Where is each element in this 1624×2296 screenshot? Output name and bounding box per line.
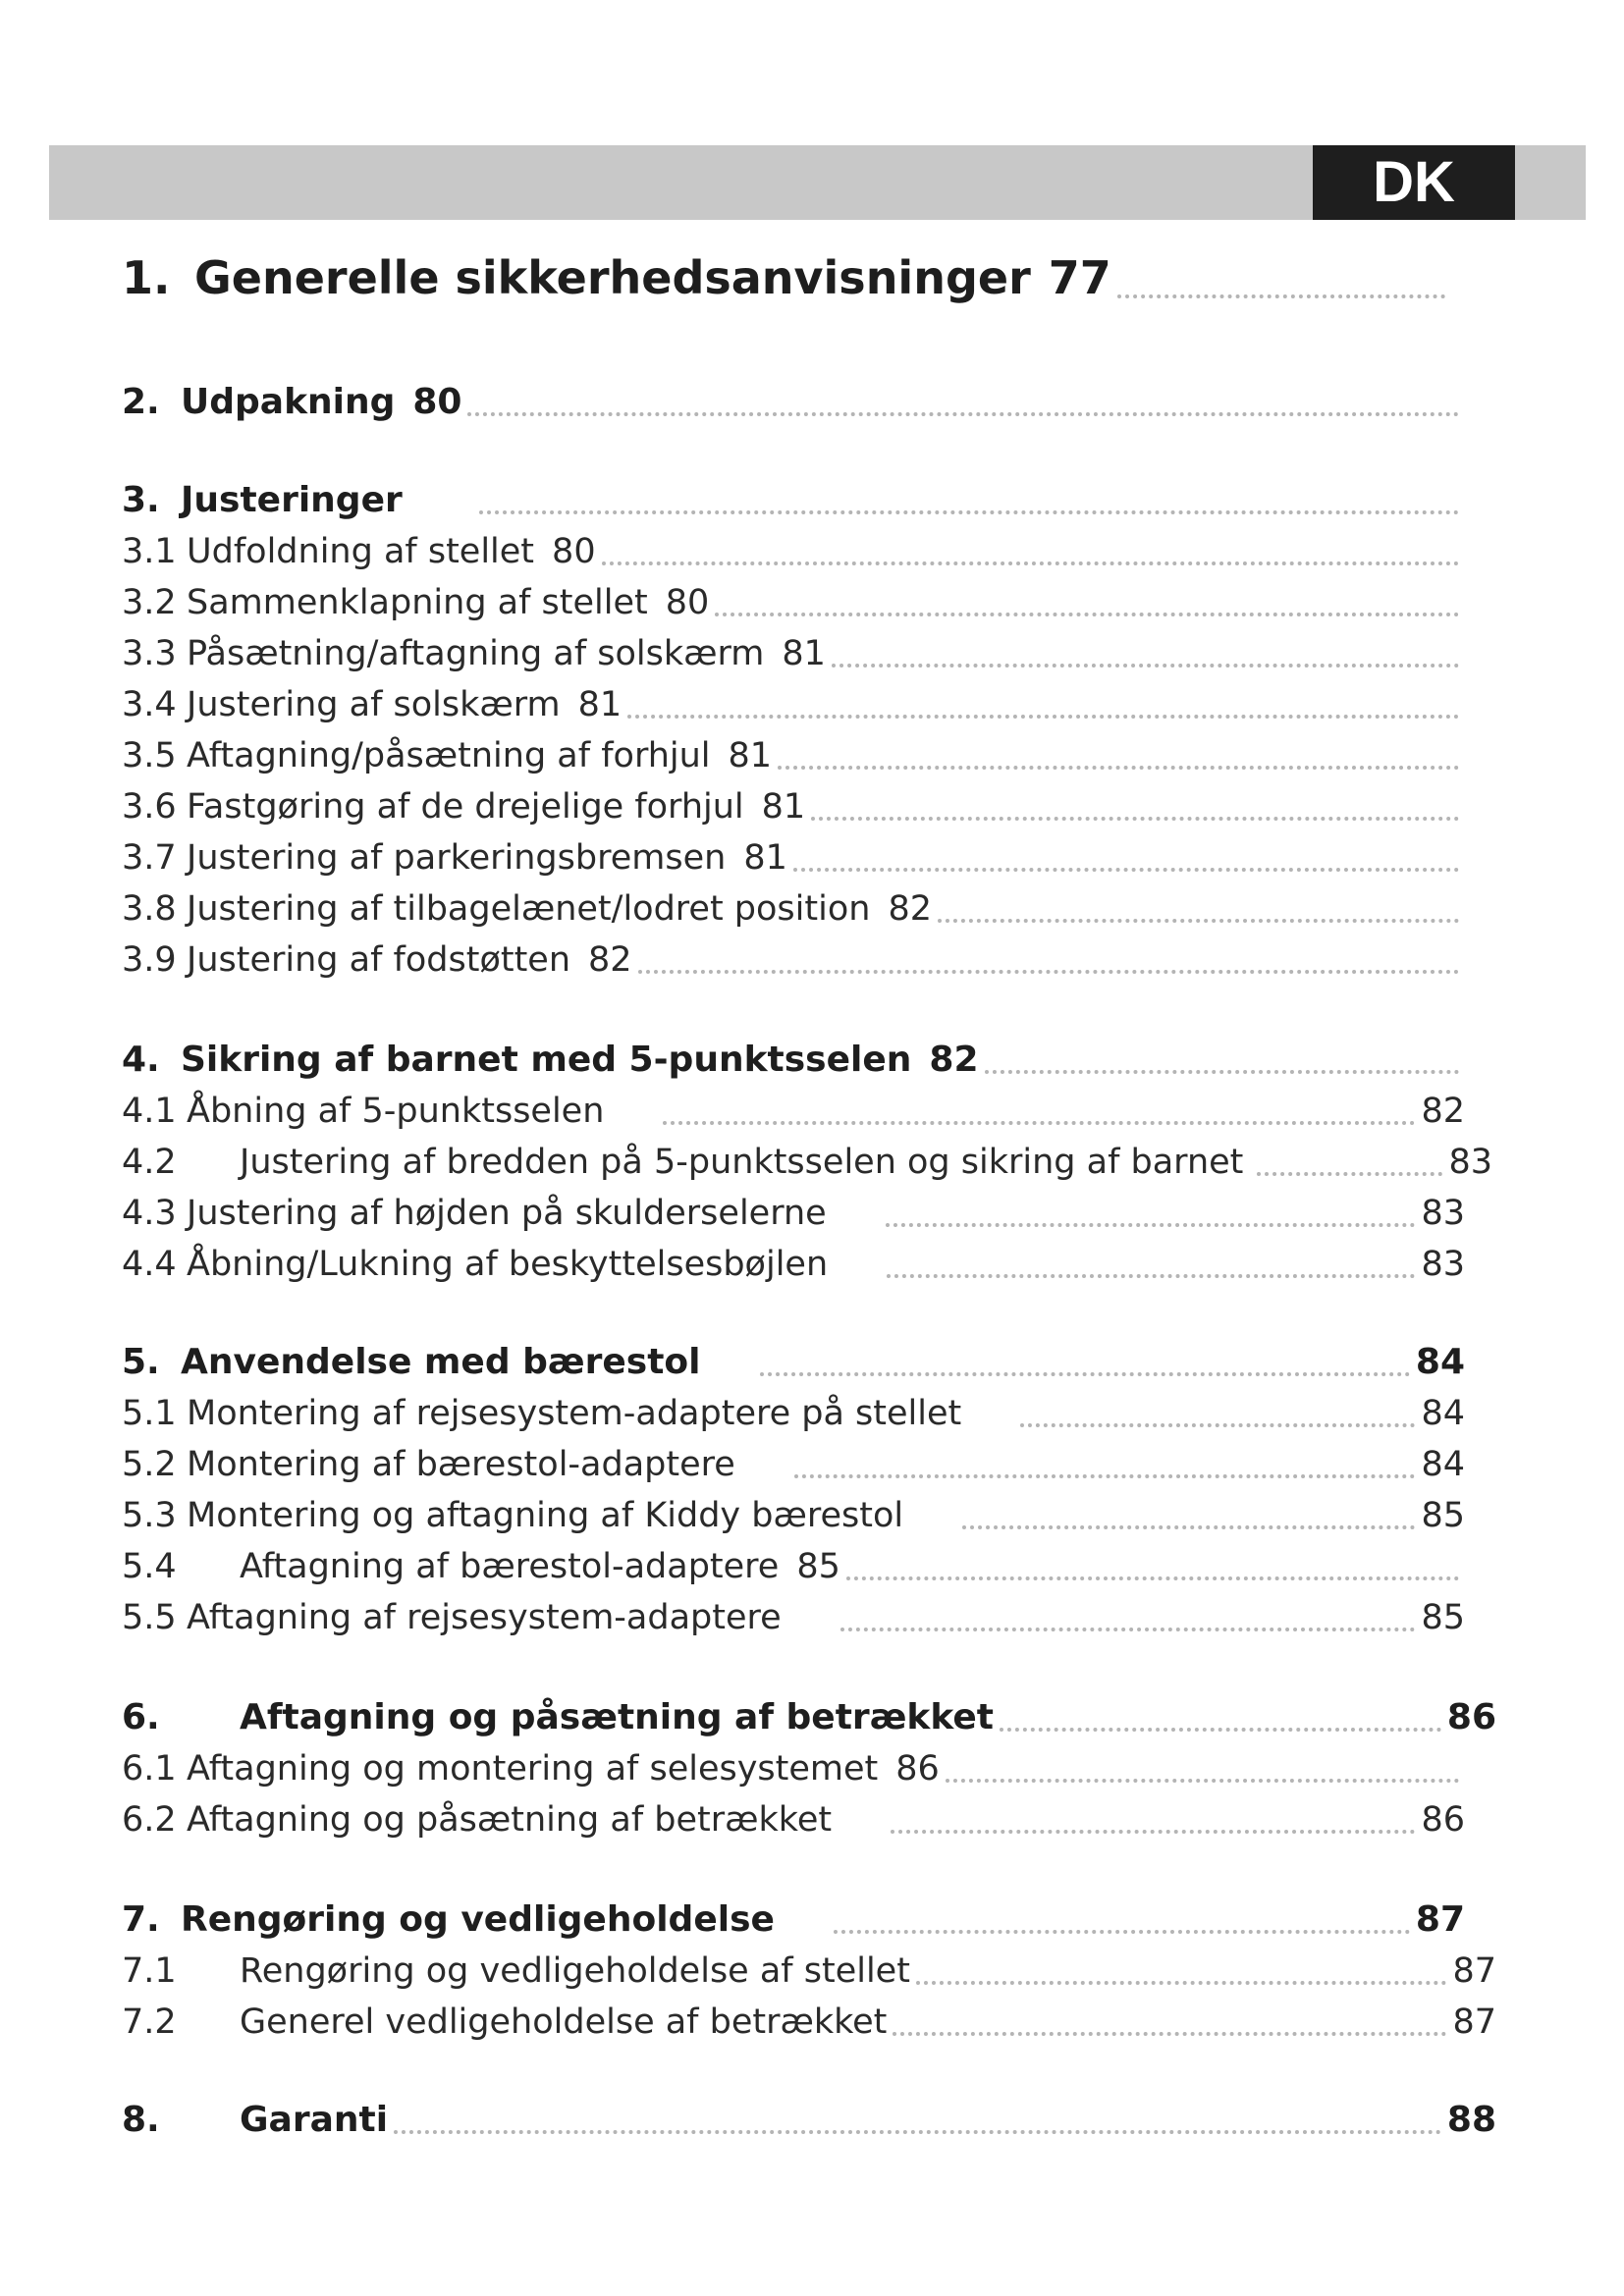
toc-leader xyxy=(887,1274,1415,1278)
toc-number: 3.5 xyxy=(122,736,177,775)
toc-page: 85 xyxy=(796,1547,840,1586)
toc-page: 82 xyxy=(929,1040,979,1080)
toc-page: 81 xyxy=(743,838,787,878)
toc-title: Generel vedligeholdelse af betrækket xyxy=(240,2002,888,2042)
toc-number: 1. xyxy=(122,251,171,304)
toc-number: 4.1 xyxy=(122,1092,177,1131)
toc-entry-3-5[interactable] xyxy=(122,717,1465,775)
toc-title: Justering af solskærm xyxy=(187,685,561,724)
toc-entry-5-3[interactable] xyxy=(122,1476,1465,1535)
toc-page: 88 xyxy=(1446,2100,1496,2140)
toc-page: 86 xyxy=(1421,1800,1465,1840)
toc-number: 3.2 xyxy=(122,583,177,622)
toc-entry-4[interactable] xyxy=(122,1021,1465,1080)
toc-number: 6. xyxy=(122,1697,160,1737)
toc-title: Udpakning xyxy=(181,382,396,422)
toc-title: Anvendelse med bærestol xyxy=(181,1342,701,1382)
toc-number: 5.5 xyxy=(122,1598,177,1637)
toc-page: 81 xyxy=(782,634,826,673)
toc-entry-4-2[interactable] xyxy=(122,1123,1492,1182)
toc-number: 5.3 xyxy=(122,1496,177,1535)
toc-title: Rengøring og vedligeholdelse af stellet xyxy=(240,1951,910,1991)
toc-number: 5. xyxy=(122,1342,160,1382)
toc-number: 4.2 xyxy=(122,1143,177,1182)
toc-entry-3-2[interactable] xyxy=(122,563,1465,622)
toc-title: Sikring af barnet med 5-punktsselen xyxy=(181,1040,912,1080)
toc-page: 82 xyxy=(588,940,632,980)
toc-number: 2. xyxy=(122,382,160,422)
toc-entry-4-4[interactable] xyxy=(122,1225,1465,1284)
toc-number: 5.2 xyxy=(122,1445,177,1484)
toc-page: 82 xyxy=(888,889,932,929)
toc-entry-6-2[interactable] xyxy=(122,1781,1465,1840)
toc-title: Justering af højden på skulderselerne xyxy=(187,1194,827,1233)
toc-page: 80 xyxy=(412,382,462,422)
toc-page: 87 xyxy=(1452,1951,1496,1991)
toc-title: Rengøring og vedligeholdelse xyxy=(181,1899,775,1940)
toc-number: 5.4 xyxy=(122,1547,177,1586)
toc-title: Åbning/Lukning af beskyttelsesbøjlen xyxy=(187,1245,829,1284)
toc-number: 7. xyxy=(122,1899,160,1940)
toc-entry-5-5[interactable] xyxy=(122,1578,1465,1637)
toc-page: 87 xyxy=(1415,1899,1465,1940)
toc-number: 6.1 xyxy=(122,1749,177,1789)
toc-number: 8. xyxy=(122,2100,160,2140)
toc-page: 82 xyxy=(1421,1092,1465,1131)
toc-number: 6.2 xyxy=(122,1800,177,1840)
toc-number: 3.9 xyxy=(122,940,177,980)
toc-title: Aftagning/påsætning af forhjul xyxy=(187,736,711,775)
toc-entry-3-3[interactable] xyxy=(122,614,1465,673)
toc-entry-7[interactable] xyxy=(122,1881,1465,1940)
toc-entry-5[interactable] xyxy=(122,1323,1465,1382)
toc-number: 5.1 xyxy=(122,1394,177,1433)
toc-number: 3.8 xyxy=(122,889,177,929)
toc-title: Udfoldning af stellet xyxy=(187,532,535,571)
toc-entry-7-1[interactable] xyxy=(122,1932,1496,1991)
toc-title: Montering og aftagning af Kiddy bærestol xyxy=(187,1496,904,1535)
toc-page: 80 xyxy=(665,583,710,622)
toc-number: 4.4 xyxy=(122,1245,177,1284)
toc-entry-3-4[interactable] xyxy=(122,666,1465,724)
toc-entry-5-4[interactable] xyxy=(122,1527,1465,1586)
toc-entry-7-2[interactable] xyxy=(122,1983,1496,2042)
toc-entry-2[interactable] xyxy=(122,363,1465,422)
toc-entry-4-3[interactable] xyxy=(122,1174,1465,1233)
toc-entry-3-7[interactable] xyxy=(122,819,1465,878)
toc-leader xyxy=(467,412,1459,416)
toc-page: 83 xyxy=(1421,1194,1465,1233)
toc-entry-3-1[interactable] xyxy=(122,512,1465,571)
toc-page: 85 xyxy=(1421,1598,1465,1637)
toc-entry-3-9[interactable] xyxy=(122,921,1465,980)
toc-number: 3. xyxy=(122,480,160,520)
toc-number: 3.6 xyxy=(122,787,177,827)
toc-title: Påsætning/aftagning af solskærm xyxy=(187,634,765,673)
toc-title: Montering af rejsesystem-adaptere på stellet xyxy=(187,1394,962,1433)
toc-title: Aftagning af bærestol-adaptere xyxy=(240,1547,780,1586)
toc-title: Aftagning og påsætning af betrækket xyxy=(240,1697,994,1737)
toc-page: 81 xyxy=(761,787,806,827)
toc-entry-3[interactable] xyxy=(122,461,1465,520)
toc-page: 77 xyxy=(1048,251,1111,304)
toc-title: Justering af bredden på 5-punktsselen og sikring af barnet xyxy=(240,1143,1244,1182)
toc-page: 83 xyxy=(1448,1143,1492,1182)
toc-entry-8[interactable] xyxy=(122,2081,1496,2140)
toc-page: 86 xyxy=(1446,1697,1496,1737)
toc-entry-6-1[interactable] xyxy=(122,1730,1465,1789)
toc-page: 86 xyxy=(895,1749,940,1789)
toc-page: 87 xyxy=(1452,2002,1496,2042)
toc-entry-5-1[interactable] xyxy=(122,1374,1465,1433)
toc-number: 3.4 xyxy=(122,685,177,724)
toc-title: Justeringer xyxy=(181,480,403,520)
toc-page: 84 xyxy=(1421,1445,1465,1484)
toc-entry-3-6[interactable] xyxy=(122,768,1465,827)
toc-page: 80 xyxy=(552,532,596,571)
toc-title: Fastgøring af de drejelige forhjul xyxy=(187,787,744,827)
toc-page: 85 xyxy=(1421,1496,1465,1535)
toc-entry-1[interactable] xyxy=(122,245,1451,304)
toc-title: Sammenklapning af stellet xyxy=(187,583,648,622)
toc-title: Garanti xyxy=(240,2100,389,2140)
toc-number: 4. xyxy=(122,1040,160,1080)
toc-entry-6[interactable] xyxy=(122,1679,1496,1737)
toc-entry-3-8[interactable] xyxy=(122,870,1465,929)
toc-title: Aftagning og påsætning af betrækket xyxy=(187,1800,833,1840)
toc-page: 83 xyxy=(1421,1245,1465,1284)
toc-leader xyxy=(891,1830,1415,1834)
toc-title: Generelle sikkerhedsanvisninger xyxy=(194,251,1031,304)
toc-page: 84 xyxy=(1415,1342,1465,1382)
toc-title: Aftagning og montering af selesystemet xyxy=(187,1749,879,1789)
toc-title: Montering af bærestol-adaptere xyxy=(187,1445,735,1484)
toc-leader xyxy=(394,2130,1441,2134)
toc-page: 81 xyxy=(728,736,773,775)
toc-page: 84 xyxy=(1421,1394,1465,1433)
toc-number: 3.3 xyxy=(122,634,177,673)
toc-leader xyxy=(1117,294,1445,298)
toc-number: 4.3 xyxy=(122,1194,177,1233)
toc-entry-4-1[interactable] xyxy=(122,1072,1465,1131)
toc-number: 3.1 xyxy=(122,532,177,571)
toc-number: 3.7 xyxy=(122,838,177,878)
toc-leader xyxy=(840,1628,1416,1631)
toc-title: Justering af tilbagelænet/lodret position xyxy=(187,889,871,929)
toc-title: Aftagning af rejsesystem-adaptere xyxy=(187,1598,782,1637)
toc-number: 7.1 xyxy=(122,1951,177,1991)
toc-page: 81 xyxy=(577,685,623,724)
toc-title: Justering af parkeringsbremsen xyxy=(187,838,727,878)
language-badge: DK xyxy=(1313,145,1515,220)
toc-title: Justering af fodstøtten xyxy=(187,940,571,980)
toc-leader xyxy=(893,2032,1446,2036)
toc-leader xyxy=(638,970,1459,974)
toc-title: Åbning af 5-punktsselen xyxy=(187,1092,605,1131)
toc-entry-5-2[interactable] xyxy=(122,1425,1465,1484)
toc-number: 7.2 xyxy=(122,2002,177,2042)
